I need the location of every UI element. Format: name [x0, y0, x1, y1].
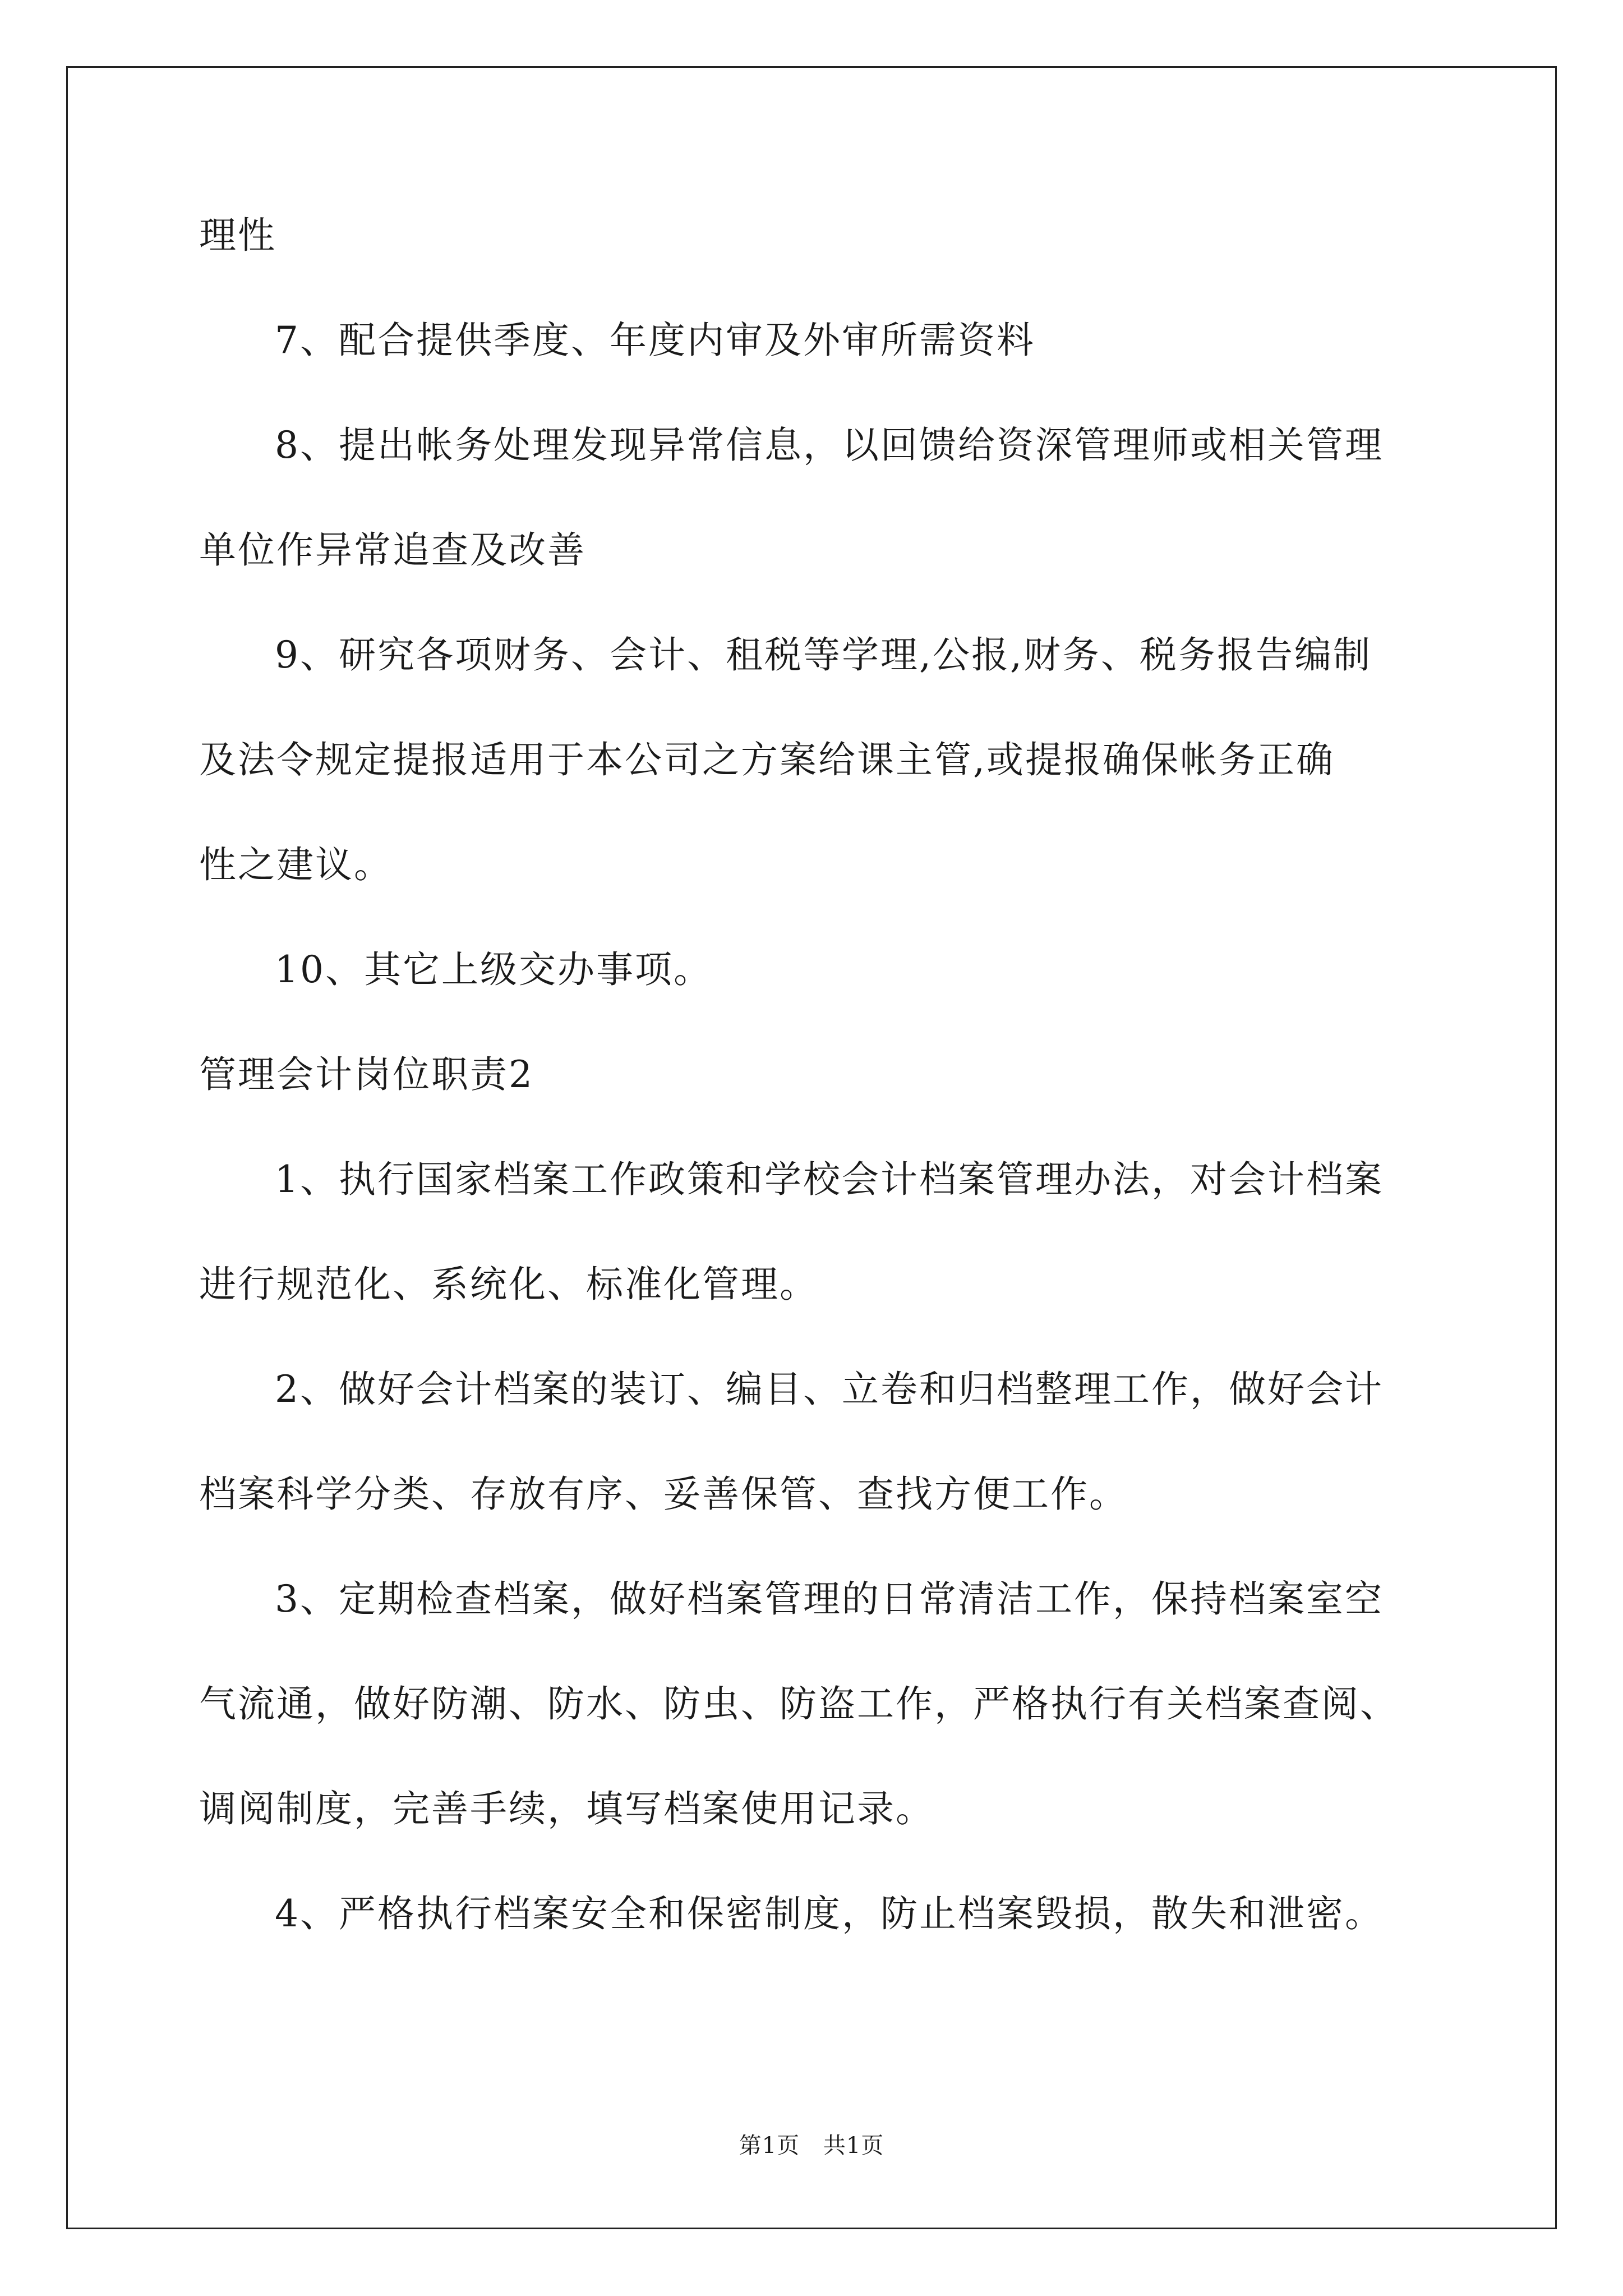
text-line: 2、做好会计档案的装订、编目、立卷和归档整理工作，做好会计	[275, 1368, 1384, 1411]
text-line: 性之建议。	[199, 843, 393, 886]
text-line: 档案科学分类、存放有序、妥善保管、查找方便工作。	[199, 1473, 1128, 1516]
text-line: 3、定期检查档案，做好档案管理的日常清洁工作，保持档案室空	[275, 1577, 1384, 1621]
text-line: 进行规范化、系统化、标准化管理。	[199, 1263, 818, 1306]
text-line: 理性	[199, 214, 276, 257]
text-line: 10、其它上级交办事项。	[275, 948, 712, 991]
text-line: 单位作异常追查及改善	[199, 528, 586, 572]
text-line: 1、执行国家档案工作政策和学校会计档案管理办法，对会计档案	[275, 1158, 1384, 1201]
text-line: 8、提出帐务处理发现异常信息，以回馈给资深管理师或相关管理	[275, 424, 1384, 467]
page-number-current: 第1页	[739, 2133, 800, 2159]
section-heading: 管理会计岗位职责2	[199, 1053, 534, 1096]
page-footer	[0, 2132, 1623, 2160]
text-line: 4、严格执行档案安全和保密制度，防止档案毁损，散失和泄密。	[275, 1892, 1384, 1935]
text-line: 9、研究各项财务、会计、租税等学理,公报,财务、税务报告编制	[275, 633, 1372, 677]
page-number-total: 共1页	[823, 2133, 884, 2159]
text-line: 调阅制度，完善手续，填写档案使用记录。	[199, 1787, 934, 1830]
text-line: 气流通，做好防潮、防水、防虫、防盗工作，严格执行有关档案查阅、	[199, 1682, 1399, 1726]
text-line: 及法令规定提报适用于本公司之方案给课主管,或提报确保帐务正确	[199, 738, 1335, 781]
text-line: 7、配合提供季度、年度内审及外审所需资料	[275, 319, 1035, 362]
